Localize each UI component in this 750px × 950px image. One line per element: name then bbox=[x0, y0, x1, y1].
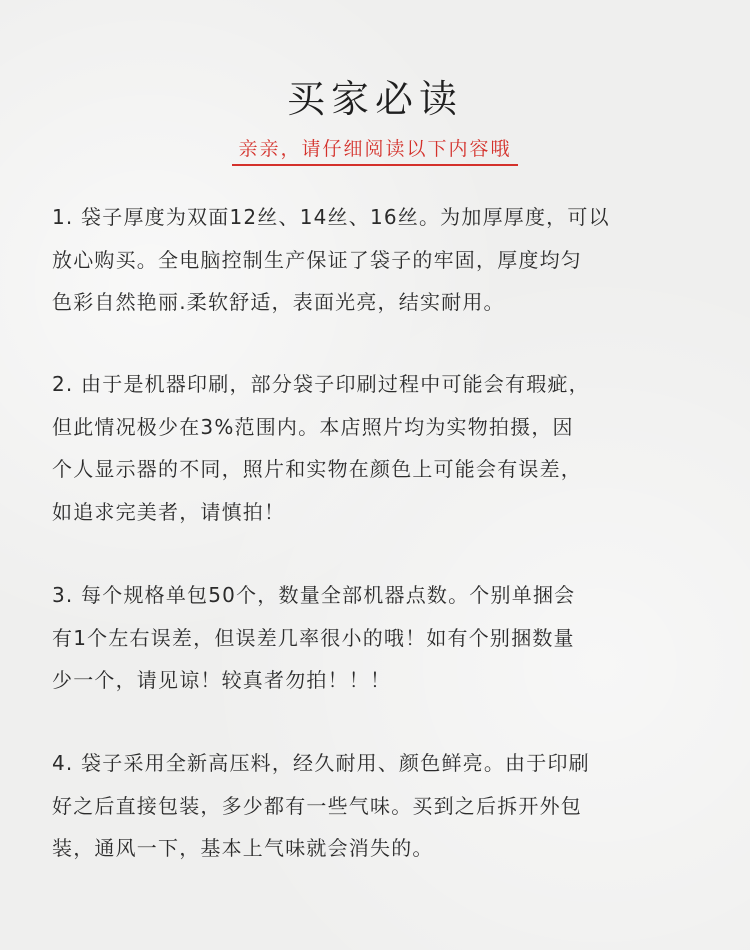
notice-3-line-2: 有1个左右误差，但误差几率很小的哦！如有个别捆数量 bbox=[52, 625, 575, 650]
notice-1-line-2: 放心购买。全电脑控制生产保证了袋子的牢固，厚度均匀 bbox=[52, 247, 582, 272]
notice-2-line-3: 个人显示器的不同，照片和实物在颜色上可能会有误差， bbox=[52, 457, 582, 481]
notice-3-line-1: 3. 每个规格单包50个，数量全部机器点数。个别单捆会 bbox=[52, 583, 576, 607]
notice-2-line-4: 如追求完美者，请慎拍！ bbox=[52, 499, 286, 524]
notice-4-line-3: 装，通风一下，基本上气味就会消失的。 bbox=[52, 836, 434, 860]
subtitle-container bbox=[0, 134, 750, 166]
notice-1-line-3: 色彩自然艳丽.柔软舒适，表面光亮，结实耐用。 bbox=[52, 290, 505, 314]
notice-item-1 bbox=[52, 196, 702, 324]
notice-4-line-1: 4. 袋子采用全新高压料，经久耐用、颜色鲜亮。由于印刷 bbox=[52, 751, 590, 775]
notice-2-line-1: 2. 由于是机器印刷，部分袋子印刷过程中可能会有瑕疵， bbox=[52, 372, 590, 396]
page-subtitle: 亲亲，请仔细阅读以下内容哦 bbox=[232, 134, 517, 166]
page-title: 买家必读 bbox=[286, 77, 463, 121]
notice-2-line-2: 但此情况极少在3%范围内。本店照片均为实物拍摄，因 bbox=[52, 414, 574, 439]
notice-4-line-2: 好之后直接包装，多少都有一些气味。买到之后拆开外包 bbox=[52, 793, 582, 818]
notice-item-2 bbox=[52, 363, 702, 533]
notice-1-line-1: 1. 袋子厚度为双面12丝、14丝、16丝。为加厚厚度，可以 bbox=[52, 205, 610, 229]
notice-item-4 bbox=[52, 742, 702, 870]
notice-3-line-3: 少一个，请见谅！较真者勿拍！！！ bbox=[52, 668, 392, 692]
notice-item-3 bbox=[52, 574, 702, 702]
